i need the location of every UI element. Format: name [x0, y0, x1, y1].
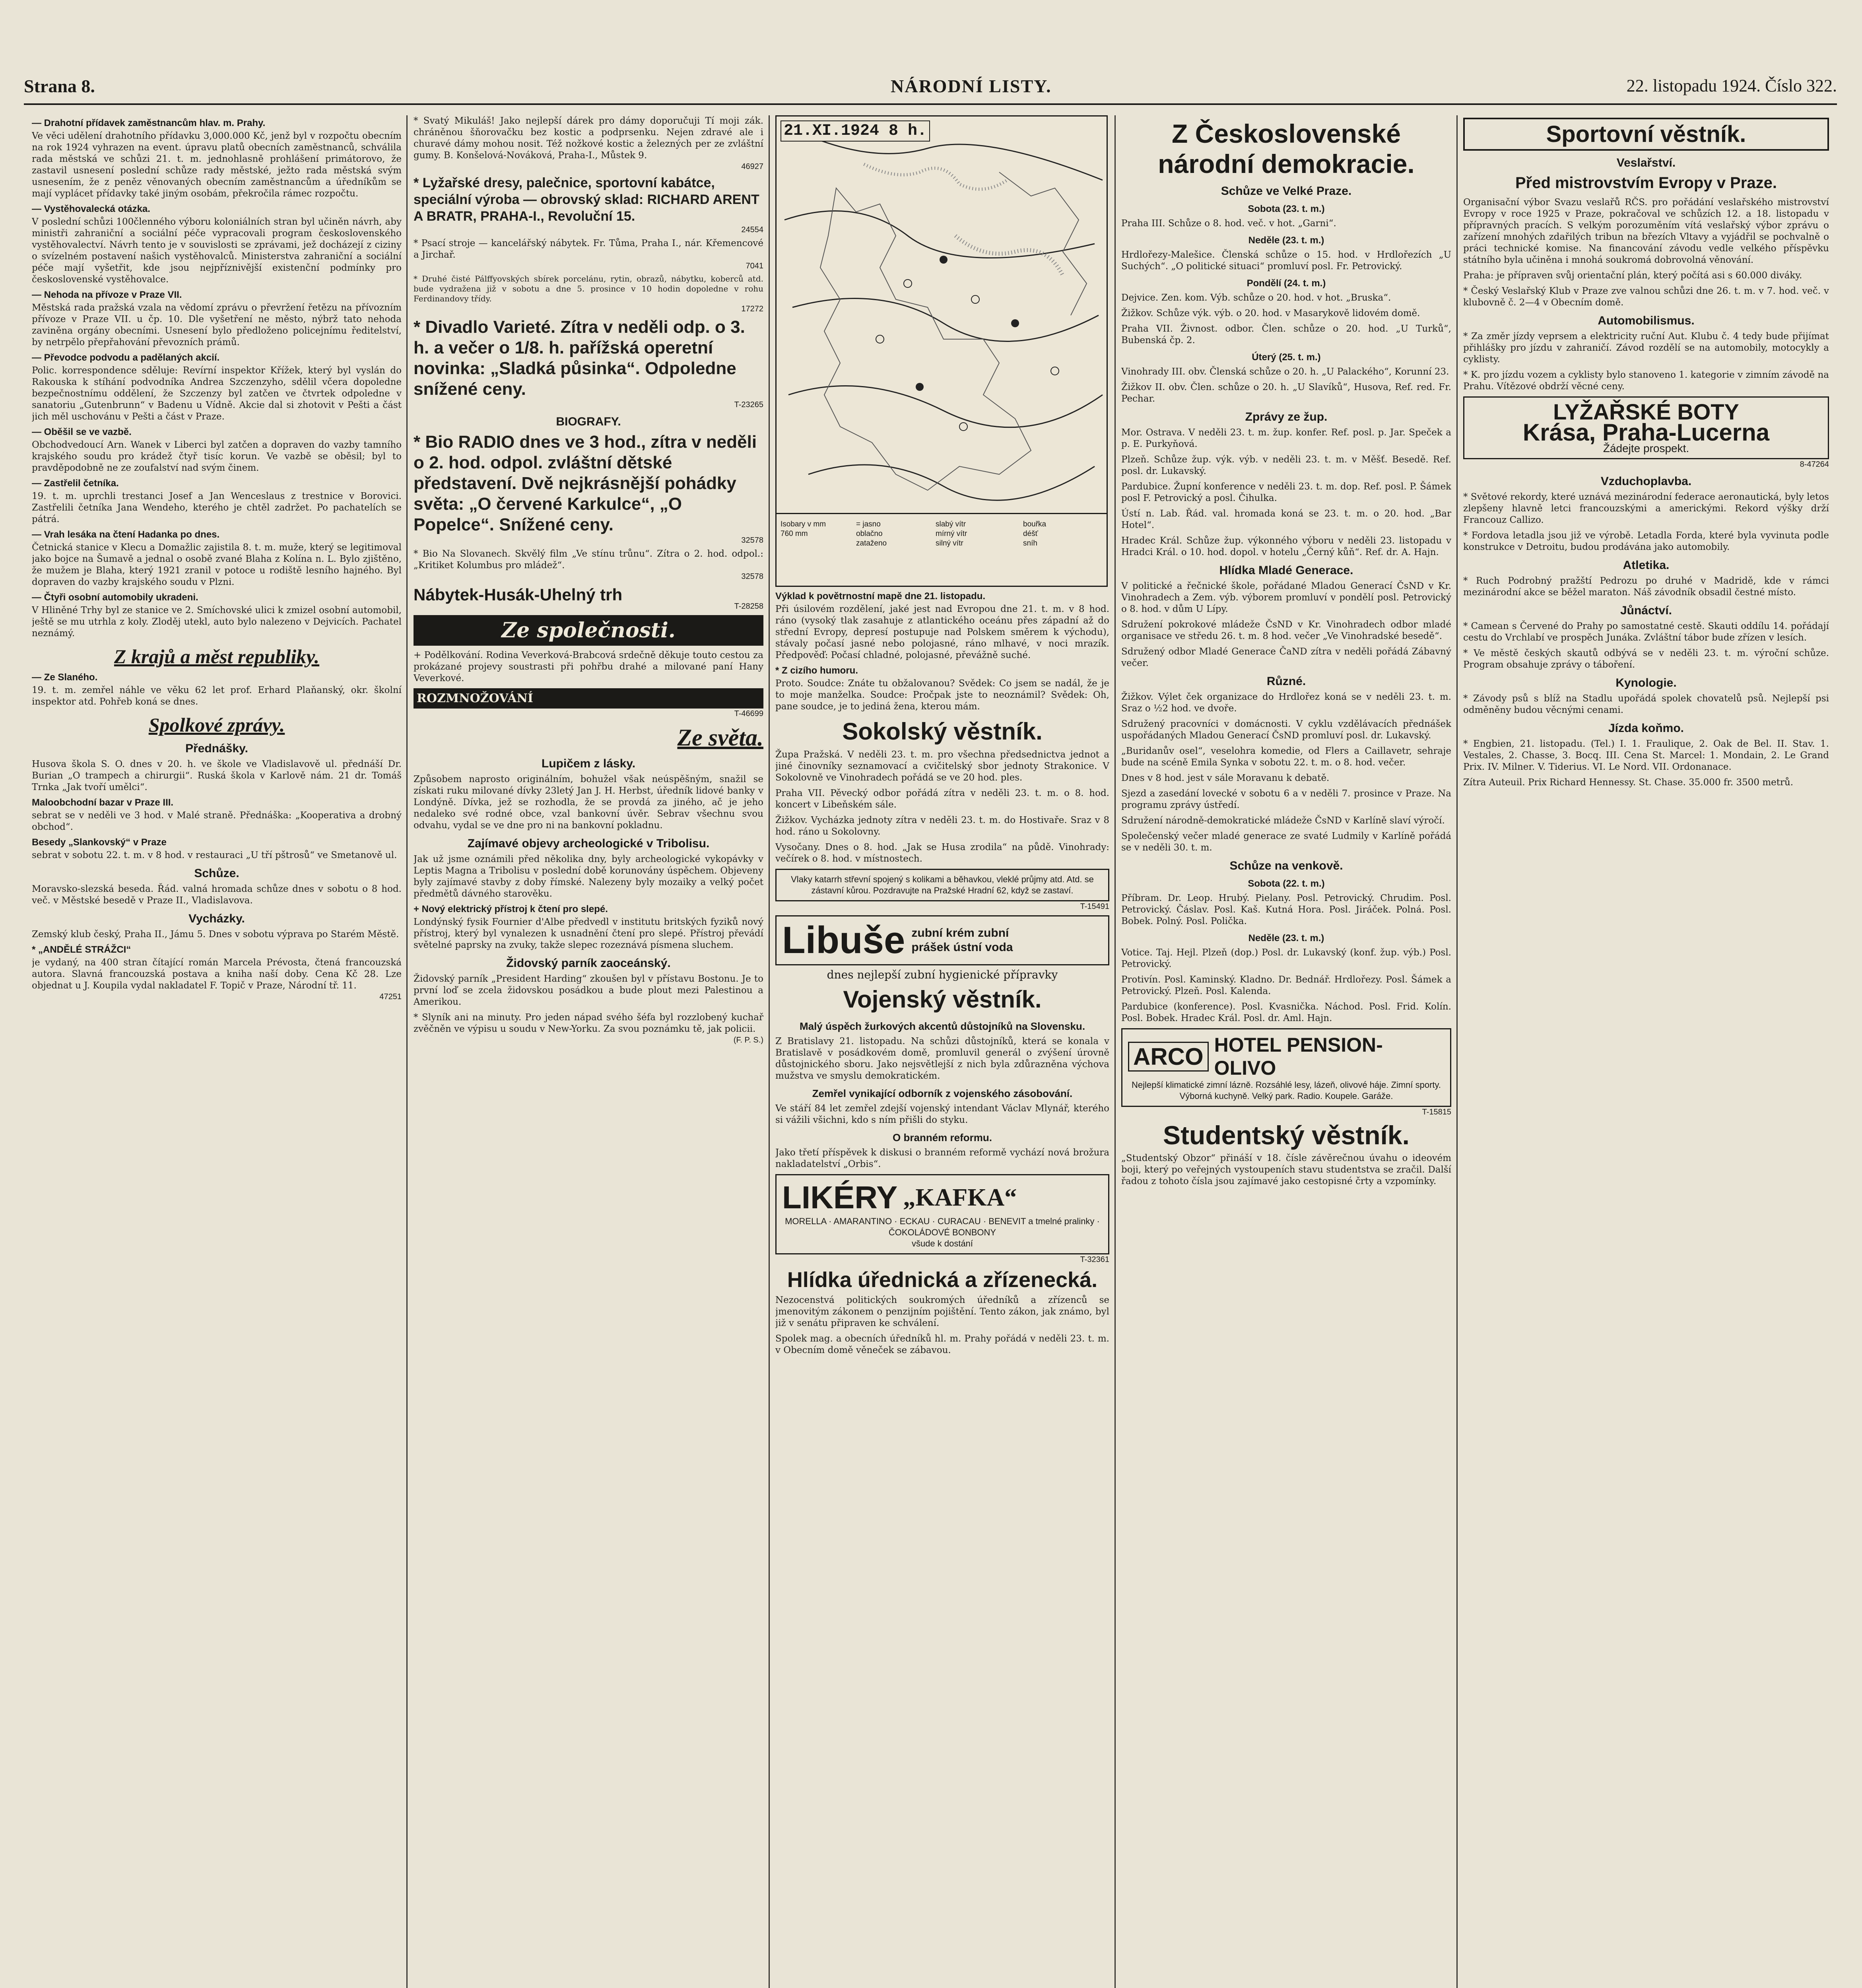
article-text: Praha III. Schůze o 8. hod. več. v hot. „Garni“.	[1121, 218, 1336, 229]
ad-text: Žádejte prospekt.	[1603, 442, 1689, 454]
section-heading: Sokolský věstník.	[842, 718, 1043, 745]
ad-headline: HOTEL PENSION-OLIVO	[1214, 1034, 1383, 1079]
article-text: + Podělkování. Rodina Veverková-Brabcová srdečně děkuje touto cestou za prokázané projevy soustrasti při pohřbu drahé a milované paní Hany Veverkové.	[414, 650, 763, 683]
article-text: Londýnský fysik Fournier d'Albe předvedl v institutu britských fyziků nový přístroj, který byl vynalezen k usnadnění čtení pro slepé. Přístroj převádí světelné paprsky na zvuky, takže slepec rozeznává písmena sluchem.	[414, 917, 763, 950]
subsection-heading: Hlídka Mladé Generace.	[1219, 564, 1353, 577]
article-text: Žižkov. Vycházka jednoty zítra v neděli 23. t. m. do Hostivaře. Sraz v 8 hod. ráno u Sokolovny.	[775, 815, 1109, 837]
ski-boots-ad	[1463, 396, 1829, 459]
article-text: Způsobem naprosto originálním, bohužel však neúspěšným, snažil se získati ruku milované dívky 23letý Jan J. H. Herbst, úředník lidové banky v Londýně. Dívka, jež se rozhodla, že se provdá za jiného, ač je jeho nedaleko své rodné obce, vzal bankovní úvěr. Sebrav všechnu svou odvahu, vydal se ve dne pro ni na bankovní pokladnu.	[414, 774, 763, 831]
article-heading: — Drahotní přídavek zaměstnancům hlav. m. Prahy.	[32, 118, 266, 128]
subsection-heading: Různé.	[1266, 675, 1306, 688]
liqueur-ad	[775, 1174, 1109, 1254]
article-text: Ve stáří 84 let zemřel zdejší vojenský intendant Václav Mlynář, kterého si vážili všichni, kdo s ním přišli do styku.	[775, 1103, 1109, 1125]
subsection-heading: Schůze.	[194, 867, 239, 880]
section-heading: Vojenský věstník.	[843, 986, 1042, 1013]
article-heading: — Čtyři osobní automobily ukradeni.	[32, 592, 198, 603]
legend-item	[781, 520, 826, 539]
article-text: je vydaný, na 400 stran čítající román Marcela Prévosta, čtená francouzská autora. Slavná francouzská postava a kniha naší doby. Cena Kč 28. Lze objednat u J. Koupila vydal nakladatel F. Topič v Praze, Národní tř. 11.	[32, 957, 402, 991]
cinema-ad: * Bio Na Slovanech. Skvělý film „Ve stínu trůnu“. Zítra o 2. hod. odpol.: „Kritiket Kolumbus pro mládež“.	[414, 549, 763, 571]
ad-tagline: dnes nejlepší zubní hygienické přípravky	[827, 968, 1058, 981]
legend-label: sníh	[1023, 539, 1037, 547]
subsection-heading: Schůze na venkově.	[1229, 859, 1343, 872]
subsection-heading: Vzduchoplavba.	[1600, 475, 1692, 488]
isobar-line	[788, 386, 1103, 427]
ad-headline: Krása, Praha-Lucerna	[1522, 419, 1770, 446]
ad-code: T-15815	[1422, 1108, 1451, 1116]
ad-code: 8-47264	[1800, 460, 1829, 469]
page-number-label: Strana 8.	[24, 76, 95, 96]
legend-label: mírný vítr	[936, 530, 967, 538]
section-heading: Z krajů a měst republiky.	[114, 645, 320, 668]
classified-ad: * Svatý Mikuláš! Jako nejlepší dárek pro dámy doporučuji Tí moji zák. chráněnou šňorovačku bez kostic a podprsenku. Nejen zdravé ale i churavé dámy mohou nosit. Též nožkové kostic a železných per ze zvláštní gumy. B. Konšelová-Nováková, Praha-I., Můstek 9.	[414, 116, 763, 161]
article-text: Plzeň. Schůze žup. výk. výb. v neděli 23. t. m. v Měšť. Besedě. Ref. posl. dr. Lukavský.	[1121, 454, 1451, 476]
article-heading: Židovský parník zaoceánský.	[506, 957, 671, 970]
article-heading: + Nový elektrický přístroj k čtení pro slepé.	[414, 904, 608, 914]
article-text: Mor. Ostrava. V neděli 23. t. m. žup. konfer. Ref. posl. p. Jar. Speček a p. E. Purkyňová.	[1121, 427, 1451, 449]
ad-code: T-23265	[734, 400, 763, 409]
article-text: * Český Veslařský Klub v Praze zve valnou schůzi dne 26. t. m. v 7. hod. več. v klubovně č. 2—4 v Obecním domě.	[1463, 286, 1829, 308]
article-text: Husova škola S. O. dnes v 20. h. ve škole ve Vladislavově ul. přednáší Dr. Burian „O trampech a chirurgii“. Ruská škola v Karlově nám. 21 dr. Tomáš Trnka „Jak tvoří umělci“.	[32, 759, 402, 792]
legend-label: déšť	[1023, 530, 1038, 538]
brand-products: zubní krém zubní prášek ústní voda	[911, 926, 1013, 954]
article-text: sebrat v sobotu 22. t. m. v 8 hod. v restauraci „U tří pštrosů“ ve Smetanově ul.	[32, 850, 397, 860]
ad-code: 32578	[741, 536, 763, 545]
article-text: Dejvice. Zen. kom. Výb. schůze o 20. hod. v hot. „Bruska“.	[1121, 293, 1391, 303]
article-text: Vysočany. Dnes o 8. hod. „Jak se Husa zrodila“ na půdě. Vinohrady: večírek o 8. hod. v místnostech.	[775, 842, 1109, 864]
hotel-ad	[1121, 1028, 1451, 1107]
station-marker	[1051, 367, 1059, 375]
brand-name: ARCO	[1128, 1042, 1209, 1072]
article-text: Pardubice. Župní konference v neděli 23. t. m. dop. Ref. posl. P. Šámek posl F. Petrovický a posl. Čihulka.	[1121, 481, 1451, 503]
brand-name: Libuše	[782, 919, 905, 961]
article-text: Sjezd a zasedání lovecké v sobotu 6 a v neděli 7. prosince v Praze. Na programu zprávy ústředí.	[1121, 788, 1451, 810]
subsection-heading: Automobilismus.	[1598, 314, 1695, 327]
ad-code: T-15491	[1080, 902, 1109, 911]
legend-label: slabý vítr	[936, 520, 966, 528]
day-heading: Úterý (25. t. m.)	[1252, 352, 1321, 363]
article-text: * Camean s Červené do Prahy po samostatné cestě. Skauti oddílu 14. pořádají cestu do Vrchlabí ve prospěch Junáka. Zvláštní tábor bude zřízen v lesích.	[1463, 621, 1829, 643]
article-text: sebrat se v neděli ve 3 hod. v Malé straně. Přednáška: „Kooperativa a drobný obchod“.	[32, 810, 402, 832]
ad-text: všude k dostání	[911, 1239, 973, 1248]
article-text: Ve věci udělení drahotního přídavku 3,000.000 Kč, jenž byl v rozpočtu obecním na rok 1924 vyhrazen na event. úpravu platů obecních zaměstnanců, schválila rada městská ve schůzi 21. t. m. jednohlasně prohlášení primátorovo, že zastavil usnesení poslední schůze rady městské, ježto rada městská svým usnesením, že z peněz věnovaných obecním zaměstnancům a úředníkům se mají vyplácet přídavky také jiným osobám, překročila rámec rozpočtu.	[32, 131, 402, 199]
article-heading: Maloobchodní bazar v Praze III.	[32, 797, 174, 808]
article-text: Protivín. Posl. Kaminský. Kladno. Dr. Bednář. Hrdlořezy. Posl. Šámek a Petrovický. Plzeň. Posl. Kalenda.	[1121, 975, 1451, 996]
article-text: Vinohrady III. obv. Členská schůze o 20. h. „U Palackého“, Korunní 23.	[1121, 367, 1449, 377]
article-text: Žižkov. Výlet ček organizace do Hrdlořez koná se v neděli 23. t. m. Sraz o ½2 hod. ve dvoře.	[1121, 692, 1451, 714]
article-heading: * Z cizího humoru.	[775, 665, 858, 676]
column-rule	[769, 115, 770, 1988]
article-text: * Za změr jízdy veprsem a elektricity ruční Aut. Klubu č. 4 tedy bude přijímat přihlášky pro jízdu v zahraničí. Závod rozdělí se na automobily, motocykly a cyklisty.	[1463, 331, 1829, 365]
article-text: „Buridanův osel“, veselohra komedie, od Flers a Caillavetr, sehraje bude na scéně Emila Synka v sobotu 22. t. m. o 8. hod. večer.	[1121, 746, 1451, 768]
legend-item	[936, 520, 967, 548]
ad-code: 17272	[741, 305, 763, 313]
ad-code: 7041	[746, 262, 763, 270]
column-1	[32, 115, 402, 1988]
map-legend	[777, 513, 1107, 586]
legend-label: Isobary v mm	[781, 520, 826, 528]
station-marker	[916, 383, 924, 391]
article-text: Polic. korrespondence sděluje: Revírní inspektor Křížek, který byl vyslán do Rakouska k stíhání podvodníka Andrea Szczenzyho, sdělil včera dopoledne bezpečnostnímu oddělení, že Szczenzy byl zatčen ve čtvrtek odpoledne v sanatoriu „Gutenbrunn“ v Badenu u Vídně. Akcie dal si zhotovit v Pešti a část jich měl uschovánu v Pešti a část v Praze.	[32, 365, 402, 422]
article-text: Jak už jsme oznámili před několika dny, byly archeologické vykopávky v Leptis Magna a Tribolisu v poslední době korunovány úspěchem. Objeveny byly zajímavé stavby z doby římské. Nalezeny byly mozaiky a velký počet předmětů dávného starověku.	[414, 854, 763, 899]
article-text: Městská rada pražská vzala na vědomí zprávu o převržení řetězu na přívozním přívoze v Praze VII. u čp. 10. Dle vyšetření ne město, nýbrž tato nehoda zaviněna orgány obecními. Usnesení bylo předloženo policejnímu ředitelství, by netrpělo přepřahování převozních prámů.	[32, 303, 402, 348]
ad-text: Nejlepší klimatické zimní lázně. Rozsáhlé lesy, lázeň, olivové háje. Zimní sporty. Výborná kuchyně. Velký park. Radio. Koupele. Garáže.	[1131, 1080, 1441, 1101]
article-heading: Výklad k povětrnostní mapě dne 21. listopadu.	[775, 591, 986, 602]
column-rule	[406, 115, 408, 1988]
ad-headline: LYŽAŘSKÉ BOTY	[1553, 399, 1739, 424]
article-heading: Besedy „Slankovský“ v Praze	[32, 837, 167, 848]
article-text: * K. pro jízdu vozem a cyklisty bylo stanoveno 1. kategorie v zimním závodě na Prahu. Vítězové obdrží věcné ceny.	[1463, 370, 1829, 392]
article-text: Sdružený pracovníci v domácnosti. V cyklu vzdělávacích přednášek uspořádaných Mladou Generací ČsND promluví posl. dr. Lukavský.	[1121, 719, 1451, 741]
section-heading: BIOGRAFY.	[556, 415, 621, 428]
column-5	[1463, 115, 1829, 1988]
article-heading: Zemřel vynikající odborník z vojenského zásobování.	[812, 1087, 1073, 1099]
article-text: Votice. Taj. Hejl. Plzeň (dop.) Posl. dr. Lukavský (konf. žup. výb.) Posl. Petrovický.	[1121, 947, 1451, 969]
station-marker	[940, 256, 948, 264]
section-heading: Z Československé národní demokracie.	[1158, 119, 1415, 179]
article-text: Příbram. Dr. Leop. Hrubý. Pielany. Posl. Petrovický. Chrudim. Posl. Petrovický. Čáslav. Posl. Kaš. Kutná Hora. Posl. Jiráček. Polná. Posl. Bobek. Polný. Posl. Polička.	[1121, 893, 1451, 926]
cinema-ad: * Bio RADIO dnes ve 3 hod., zítra v neděli o 2. hod. odpol. zvláštní dětské představení. Dvě nejkrásnější pohádky světa: „O červené Karkulce“, „O Popelce“. Snížené ceny.	[414, 432, 757, 534]
station-marker	[904, 280, 912, 287]
article-text: Zemský klub český, Praha II., Jámu 5. Dnes v sobotu výprava po Starém Městě.	[32, 929, 399, 940]
article-text: Praha VII. Živnost. odbor. Člen. schůze o 20. hod. „U Turků“, Bubenská čp. 2.	[1121, 324, 1451, 346]
subsection-heading: Přednášky.	[185, 742, 248, 755]
ad-code: T-28258	[734, 602, 763, 611]
article-heading: — Vystěhovalecká otázka.	[32, 204, 150, 214]
legend-item	[856, 520, 887, 548]
article-text: Společenský večer mladé generace ze svaté Ludmily v Karlíně pořádá se v neděli 30. t. m.	[1121, 831, 1451, 853]
page-header	[24, 76, 1837, 105]
column-3	[775, 115, 1109, 1988]
article-text: Proto. Soudce: Znáte tu obžalovanou? Svědek: Co jsem se nadál, že je to moje manželka. Soudce: Pročpak jste to neoznámil? Svědek: Oh, pane soudce, je to jediná žena, kterou mám.	[775, 678, 1109, 712]
article-text: Spolek mag. a obecních úředníků hl. m. Prahy pořádá v neděli 23. t. m. v Obecním domě věneček se zábavou.	[775, 1334, 1109, 1355]
article-text: * Engbien, 21. listopadu. (Tel.) I. 1. Fraulique, 2. Oak de Bel. II. Stav. 1. Vestales, 2. Chasse, 3. Bocq. III. Cena St. Marcel: 1. Mondain, 2. Le Grand Prix. IV. Milner. V. Tiderius. VI. Le Nord. VII. Ordonanace.	[1463, 739, 1829, 772]
station-marker	[1011, 319, 1019, 327]
map-date-label: 21.XI.1924 8 h.	[781, 120, 930, 142]
subsection-heading: Veslařství.	[1616, 156, 1676, 169]
station-marker	[876, 335, 884, 343]
subsection-heading: Zprávy ze žup.	[1245, 410, 1328, 423]
hatched-area	[955, 236, 1063, 276]
isobar-line	[792, 299, 1099, 342]
ad-code: 24554	[741, 225, 763, 234]
article-heading: Zajímavé objevy archeologické v Tribolisu.	[467, 837, 710, 850]
article-heading: — Vrah lesáka na čtení Hadanka po dnes.	[32, 529, 220, 540]
article-text: V Hliněné Trhy byl ze stanice ve 2. Smíchovské ulici k zmizel osobní automobil, ještě se mu utrhla z koly. Zloděj utekl, auto bylo nalezeno v Dejvicích. Pachatel neznámý.	[32, 605, 402, 639]
article-text: Žižkov. Schůze výk. výb. o 20. hod. v Masarykově lidovém domě.	[1121, 308, 1420, 318]
article-text: Praha: je přípraven svůj orientační plán, který počítá asi s 60.000 diváky.	[1463, 270, 1802, 281]
classified-ad: * Psací stroje — kancelářský nábytek. Fr. Tůma, Praha I., nár. Křemencové a Jirchař.	[414, 238, 763, 260]
article-heading: Lupičem z lásky.	[541, 757, 636, 770]
article-text: Sdružení pokrokové mládeže ČsND v Kr. Vinohradech odbor mladé organisace ve středu 26. t. m. 8 hod. večer „Ve Vinohradské besedě“.	[1121, 619, 1451, 641]
subsection-heading: Kynologie.	[1615, 676, 1677, 689]
ad-code: (F. P. S.)	[733, 1036, 763, 1044]
brand-name: „KAFKA“	[903, 1184, 1017, 1211]
article-text: Praha VII. Pěvecký odbor pořádá zítra v neděli 23. t. m. o 8. hod. koncert v Libeňském sále.	[775, 788, 1109, 810]
section-heading: Studentský věstník.	[1163, 1120, 1410, 1150]
article-text: V politické a řečnické škole, pořádané Mladou Generací ČsND v Kr. Vinohradech a Zem. výb. výborem promluví v pondělí posl. Petrovický o 8. hod. v dům U Lípy.	[1121, 581, 1451, 614]
article-text: * Slyník ani na minuty. Pro jeden nápad svého šéfa byl rozzlobený kuchař zvěčněn ve výpisu u soudu v New-Yorku. Za svou poznámku tě, jak policii.	[414, 1012, 763, 1034]
column-2	[414, 115, 763, 1988]
section-heading: Sportovní věstník.	[1463, 118, 1829, 151]
subsection-heading: Vycházky.	[188, 912, 245, 925]
day-heading: Sobota (22. t. m.)	[1248, 878, 1325, 889]
section-heading: Ze světa.	[677, 724, 763, 751]
subsection-heading: Jůnáctví.	[1620, 604, 1672, 617]
furniture-ad: Nábytek-Husák-Uhelný trh	[414, 585, 623, 604]
article-text: Sdružený odbor Mladé Generace ČaND zítra v neděli pořádá Zábavný večer.	[1121, 646, 1451, 668]
article-text: Hradec Král. Schůze žup. výkonného výboru v neděli 23. listopadu v Hradci Král. o 10. hod. dopol. v hotelu „Černý kůň“. Ref. dr. A. Hajn.	[1121, 536, 1451, 557]
station-marker	[959, 423, 967, 431]
legend-label: bouřka	[1023, 520, 1047, 528]
article-text: Židovský parník „President Harding“ zkoušen byl v přístavu Bostonu. Je to první loď se zcela židovskou posádkou a bude plout mezi Palestinou a Amerikou.	[414, 974, 763, 1007]
day-heading: Neděle (23. t. m.)	[1248, 235, 1324, 246]
legend-label: = jasno	[856, 520, 881, 528]
legend-item	[1023, 520, 1046, 548]
isobar-line	[808, 465, 1095, 500]
article-text: „Studentský Obzor“ přináší v 18. čísle závěrečnou úvahu o ideovém boji, který po veřejných vystoupeních stavu studentstva se zračil. Další řadou z tohoto čísla jsou zajímavé jako cestopisné črty a vzpomínky.	[1121, 1153, 1451, 1186]
day-heading: Pondělí (24. t. m.)	[1247, 278, 1326, 289]
article-heading: — Ze Slaného.	[32, 672, 98, 683]
article-heading: * „ANDĚLÉ STRÁŽCI“	[32, 944, 131, 955]
article-text: Hrdlořezy-Malešice. Členská schůze o 15. hod. v Hrdlořezích „U Suchých“. „O politické situaci“ promluví posl. Fr. Petrovický.	[1121, 250, 1451, 272]
article-heading: — Nehoda na přívoze v Praze VII.	[32, 289, 182, 300]
article-text: Zítra Auteuil. Prix Richard Hennessy. St. Chase. 35.000 fr. 3500 metrů.	[1463, 777, 1794, 788]
article-text: V poslední schůzi 100členného výboru koloniálních stran byl učiněn návrh, aby ministři zahraniční a sociální péče vypracovali program československého vystěhovalectví. Návrh tento je v souvislosti se zprávami, jež docházejí z ciziny o svízelném postavení našich vystěhovalců. Ministerstva zahraniční a sociální péče mají vyšetřit, kde jsou nejpříznivější existenční podmínky pro československé vystěhovalce.	[32, 217, 402, 285]
day-heading: Neděle (23. t. m.)	[1248, 933, 1324, 944]
weather-map-drawing	[777, 116, 1107, 514]
ad-headline: LIKÉRY	[782, 1180, 898, 1215]
article-heading: — Oběšil se ve vazbě.	[32, 427, 132, 437]
article-text: Nezocenstvá politických soukromých úředníků a zřízenců se jmenovitým zákonem o penzijním pojištění. Tento zákon, jak známo, byl již v senátu připraven ke schválení.	[775, 1295, 1109, 1328]
article-text: Župa Pražská. V neděli 23. t. m. pro všechna předsednictva jednot a jiné činovníky seznamovací a cvičitelský sbor jednoty Strakonice. V Sokolovně ve Vinohradech pořádá se ve 20 hod. ples.	[775, 749, 1109, 783]
article-text: Organisační výbor Svazu veslařů RČS. pro pořádání veslařského mistrovství Evropy v roce 1925 v Praze, pokračoval ve schůzích 12. a 18. listopadu v přípravných pracích. S velkým porozuměním vítá veslařský výbor zprávu o zařízení mnohých zdařilých tribun na březích Vltavy a vyjádřil se pochvalně o práci technické komise. Na financování závodu vedle velkého příspěvku státního byla učiněna i mnohá soukromá dobrovolná věnování.	[1463, 197, 1829, 265]
article-text: * Ruch Podrobný pražští Pedrozu po druhé v Madridě, kde v rámci mezinárodní akce se běžel maraton. Náš závodník obsadil čestné místo.	[1463, 576, 1829, 598]
legend-label: oblačno	[856, 530, 883, 538]
legend-label: zataženo	[856, 539, 887, 547]
masthead: NÁRODNÍ LISTY.	[891, 76, 1052, 96]
article-text: Moravsko-slezská beseda. Řád. valná hromada schůze dnes v sobotu o 8 hod. več. v Městské besedě v Praze II., Vladislavova.	[32, 884, 402, 906]
day-heading: Sobota (23. t. m.)	[1248, 204, 1325, 214]
coastline	[820, 188, 1031, 490]
ad-code: T-46699	[734, 709, 763, 718]
article-heading: — Převodce podvodu a padělaných akcií.	[32, 352, 220, 363]
article-text: Z Bratislavy 21. listopadu. Na schůzi důstojníků, která se konala v Bratislavě v posádkovém domě, promluvil generál o zvýšení úrovně důstojnického sboru. Jako nejsvětlejší z nich byla zdůrazněna výchova mužstva ve smyslu demokratickém.	[775, 1036, 1109, 1081]
ad-code: 32578	[741, 572, 763, 581]
article-text: Ústí n. Lab. Řád. val. hromada koná se 23. t. m. o 20. hod. „Bar Hotel“.	[1121, 509, 1451, 530]
libuse-ad	[775, 915, 1109, 965]
article-heading: Malý úspěch žurkových akcentů důstojníků na Slovensku.	[799, 1020, 1085, 1032]
ad-code: 47251	[379, 992, 402, 1001]
subsection-heading: Schůze ve Velké Praze.	[1221, 184, 1352, 198]
issue-date: 22. listopadu 1924. Číslo 322.	[1626, 76, 1837, 95]
health-ad	[775, 869, 1109, 901]
column-rule	[1456, 115, 1458, 1988]
classified-ad: * Druhé čisté Pálffyovských sbírek porcelánu, rytin, obrazů, nábytku, koberců atd. bude vydražena již v sobotu a dne 5. prosince v 10 hodin dopoledne v rohu Ferdinandovy třídy.	[414, 274, 763, 303]
column-4	[1121, 115, 1451, 1988]
ad-code: 46927	[741, 162, 763, 171]
article-text: Při úsilovém rozdělení, jaké jest nad Evropou dne 21. t. m. v 8 hod. ráno (vysoký tlak zasahuje z atlantického oceánu přes západní až do střední Evropy, depresí postupuje nad Polskem směrem k východu), stávaly počasí jasné nebo polojasné, ráno mlhavé, v noci mrazík. Předpověď: Počasí chladné, polojasné, převážně suché.	[775, 604, 1109, 660]
article-text: Dnes v 8 hod. jest v sále Moravanu k debatě.	[1121, 773, 1330, 783]
article-text: Pardubice (konference). Posl. Kvasnička. Náchod. Posl. Frid. Kolín. Posl. Bobek. Hradec Král. Posl. dr. Aml. Hajn.	[1121, 1002, 1451, 1023]
coastline	[999, 172, 1087, 315]
hatched-area	[864, 164, 1007, 189]
station-marker	[971, 295, 979, 303]
section-heading: Hlídka úřednická a zřízenecká.	[787, 1268, 1098, 1292]
ad-text: Vlaky katarrh střevní spojený s kolikami a běhavkou, vleklé průjmy atd. Atd. se zástavní kůrou. Pozdravujte na Pražské Hradní 62, když se zastaví.	[791, 874, 1094, 895]
print-ad: ROZMNOŽOVÁNÍ	[414, 688, 763, 709]
article-text: Žižkov II. obv. Člen. schůze o 20. h. „U Slavíků“, Husova, Ref. red. Fr. Pechar.	[1121, 382, 1451, 404]
article-text: Sdružení národně-demokratické mládeže ČsND v Karlíně slaví výročí.	[1121, 815, 1445, 826]
theatre-ad: * Divadlo Varieté. Zítra v neděli odp. o 3. h. a večer o 1/8. h. pařížská operetní novinka: „Sladká půsinka“. Odpoledne snížené ceny.	[414, 317, 745, 399]
article-text: Četnická stanice v Klecu a Domažlic zajistila 8. t. m. muže, který se legitimoval jako bojce na Šumavě a jednal o osobě zvané Blaha z Kolína n. L. Bylo zjištěno, že mužem je Blaha, který 1921 zranil v potoce u rodiště lesního hajného. Byl dopraven do vazby krajského soudu v Plzni.	[32, 542, 402, 587]
ad-code: T-32361	[1080, 1255, 1109, 1264]
article-heading: Před mistrovstvím Evropy v Praze.	[1515, 174, 1777, 192]
legend-label: silný vítr	[936, 539, 963, 547]
article-text: * Fordova letadla jsou již ve výrobě. Letadla Forda, které byla vyvinuta podle konstrukce v Detroitu, budou prodávána jako automobily.	[1463, 530, 1829, 552]
article-heading: O branném reformu.	[893, 1132, 992, 1143]
ad-text: MORELLA · AMARANTINO · ECKAU · CURACAU · BENEVIT a tmelné pralinky · ČOKOLÁDOVÉ BONBONY	[785, 1216, 1100, 1237]
weather-map	[775, 115, 1108, 587]
column-rule	[1114, 115, 1116, 1988]
subsection-heading: Jízda koňmo.	[1608, 722, 1684, 735]
article-text: * Ve městě českých skautů odbývá se v neděli 23. t. m. výroční schůze. Program obsahuje zprávy o táboření.	[1463, 648, 1829, 670]
article-text: * Závody psů s blíž na Stadlu upořádá spolek chovatelů psů. Nejlepší psi odměněny budou věcnými cenami.	[1463, 693, 1829, 715]
legend-label: 760 mm	[781, 530, 808, 538]
article-text: 19. t. m. uprchli trestanci Josef a Jan Wenceslaus z trestnice v Borovici. Zastřelili četníka Jana Wendeho, kterého je chtěl zadržet. Po pachatelích se pátrá.	[32, 491, 402, 524]
subsection-heading: Atletika.	[1623, 559, 1670, 572]
section-heading: Ze společnosti.	[414, 615, 763, 646]
article-text: Obchodvedoucí Arn. Wanek v Liberci byl zatčen a dopraven do vazby tamního krajského soudu pro krádež čtyř tisíc korun. Ve vazbě se oběsil; byl to pravděpodobně ne ze zoufalství nad svým činem.	[32, 440, 402, 473]
classified-ad-large: * Lyžařské dresy, palečnice, sportovní kabátce, speciální výroba — obrovský sklad: RICHARD ARENT A BRATR, PRAHA-I., Revoluční 15.	[414, 175, 759, 224]
section-heading: Spolkové zprávy.	[148, 714, 285, 736]
article-text: 19. t. m. zemřel náhle ve věku 62 let prof. Erhard Plaňanský, okr. školní inspektor atd. Pohřeb koná se dnes.	[32, 685, 402, 707]
article-text: * Světové rekordy, které uznává mezinárodní federace aeronautická, byly letos zlepšeny hlavně letci francouzskými a americkými. Rekord výšky drží Francouz Callizo.	[1463, 492, 1829, 525]
article-heading: — Zastřelil četníka.	[32, 478, 119, 489]
article-text: Jako třetí příspěvek k diskusi o branném reformě vychází nová brožura nakladatelství „Orbis“.	[775, 1147, 1109, 1169]
